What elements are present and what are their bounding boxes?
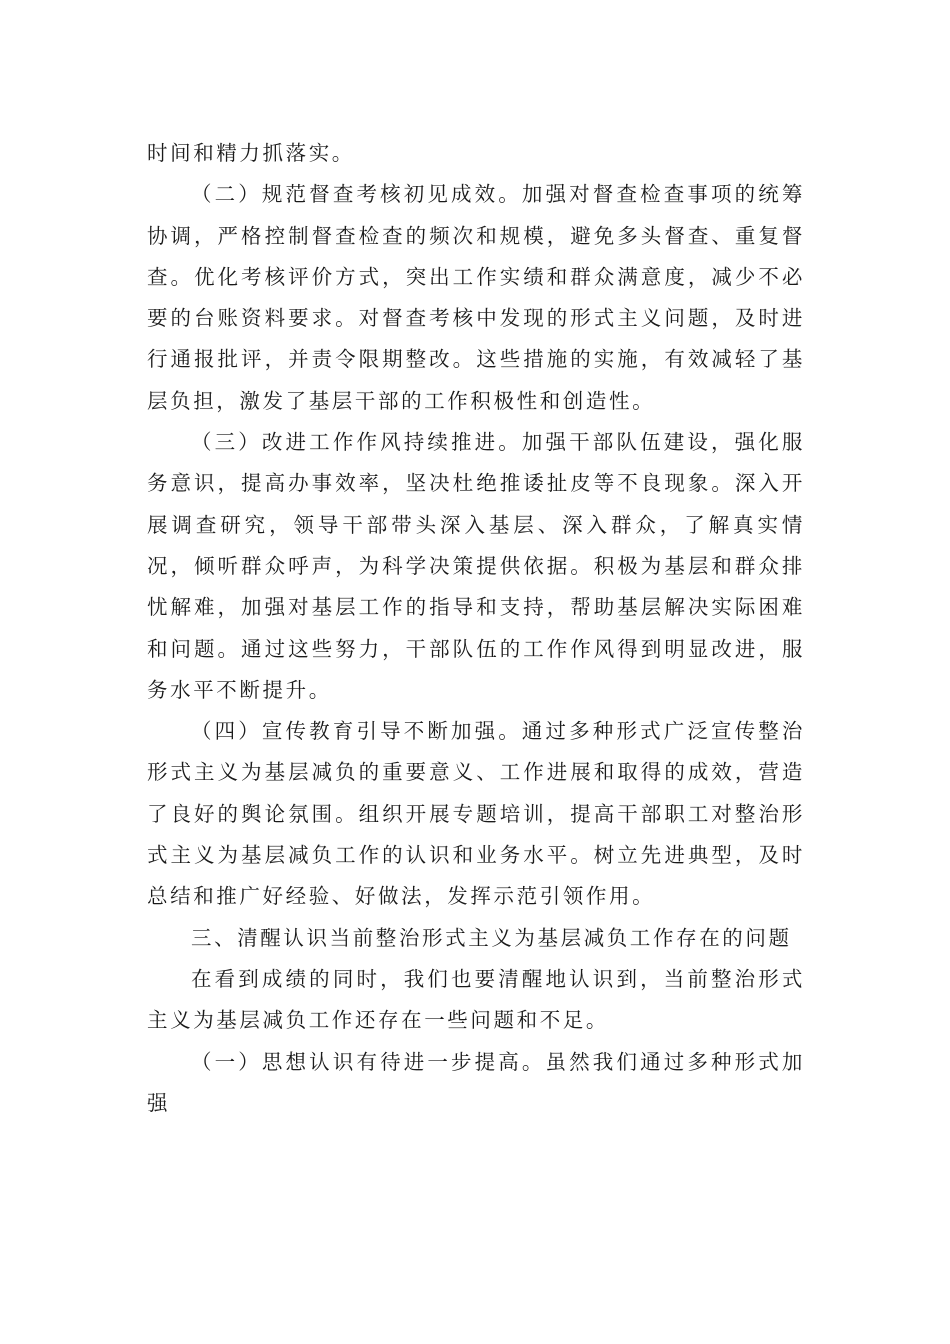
paragraph-section-2: （二）规范督查考核初见成效。加强对督查检查事项的统筹协调，严格控制督查检查的频次和规模，避免多头督查、重复督查。优化考核评价方式，突出工作实绩和群众满意度，减少不必要的台账资料要求。对督查考核中发现的形式主义问题，及时进行通报批评，并责令限期整改。这些措施的实施，有效减轻了基层负担，激发了基层干部的工作积极性和创造性。 bbox=[147, 182, 805, 413]
paragraph-problem-1: （一）思想认识有待进一步提高。虽然我们通过多种形式加强 bbox=[147, 1049, 805, 1115]
paragraph-intro-problems: 在看到成绩的同时，我们也要清醒地认识到，当前整治形式主义为基层减负工作还存在一些问题和不足。 bbox=[147, 966, 805, 1033]
paragraph-continuation: 时间和精力抓落实。 bbox=[147, 141, 355, 165]
document-page bbox=[147, 133, 805, 1124]
section-heading-problems: 三、清醒认识当前整治形式主义为基层减负工作存在的问题 bbox=[191, 925, 792, 950]
paragraph-section-4: （四）宣传教育引导不断加强。通过多种形式广泛宣传整治形式主义为基层减负的重要意义、工作进展和取得的成效，营造了良好的舆论氛围。组织开展专题培训，提高干部职工对整治形式主义为基层减负工作的认识和业务水平。树立先进典型，及时总结和推广好经验、好做法，发挥示范引领作用。 bbox=[147, 719, 805, 909]
paragraph-section-3: （三）改进工作作风持续推进。加强干部队伍建设，强化服务意识，提高办事效率，坚决杜绝推诿扯皮等不良现象。深入开展调查研究，领导干部带头深入基层、深入群众，了解真实情况，倾听群众呼声，为科学决策提供依据。积极为基层和群众排忧解难，加强对基层工作的指导和支持，帮助基层解决实际困难和问题。通过这些努力，干部队伍的工作作风得到明显改进，服务水平不断提升。 bbox=[147, 430, 805, 702]
